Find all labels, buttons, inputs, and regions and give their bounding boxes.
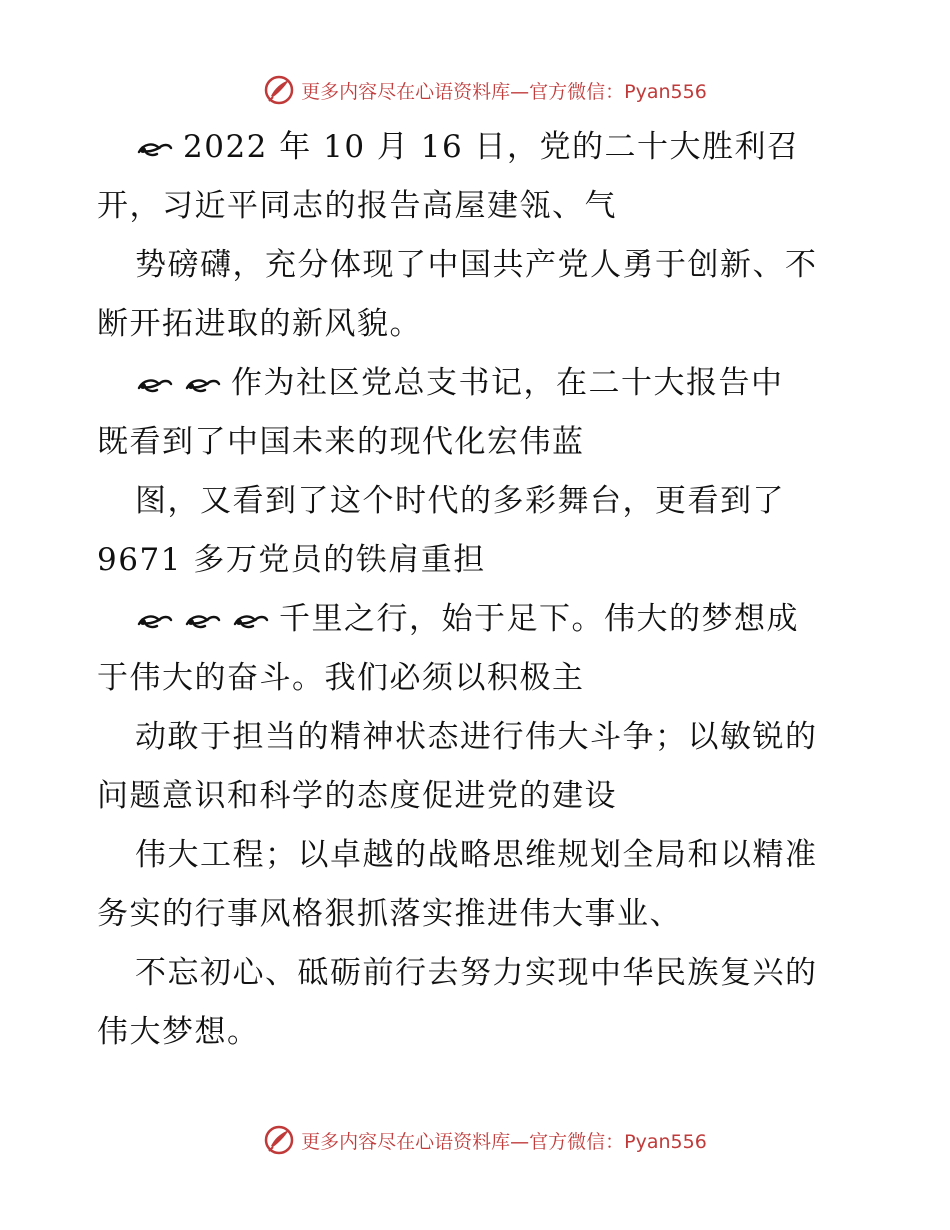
line-text: 伟大工程；以卓越的战略思维规划全局和以精准 — [135, 837, 818, 873]
line-text: 动敢于担当的精神状态进行伟大斗争；以敏锐的 — [135, 719, 818, 755]
line-text: 图，又看到了这个时代的多彩舞台，更看到了 — [135, 483, 785, 519]
line-text: 伟大梦想。 — [97, 1014, 260, 1050]
header-watermark — [0, 72, 950, 108]
paragraph-line — [97, 177, 857, 236]
paragraph-line — [97, 531, 857, 590]
footer-watermark — [0, 1122, 950, 1158]
paragraph-line — [97, 472, 857, 531]
paragraph-line — [97, 295, 857, 354]
line-text: 2022 年 10 月 16 日，党的二十大胜利召 — [183, 129, 800, 165]
watermark-text: 更多内容尽在心语资料库—官方微信：Pyan556 — [301, 1130, 707, 1153]
paragraph-line — [97, 590, 857, 649]
paragraph-line — [97, 236, 857, 295]
paragraph-line — [97, 767, 857, 826]
paragraph-line — [97, 118, 857, 177]
line-text: 断开拓进取的新风貌。 — [97, 306, 422, 342]
fleuron-icon — [183, 608, 223, 632]
paragraph-line — [97, 944, 857, 1003]
paragraph-line — [97, 708, 857, 767]
line-text: 千里之行，始于足下。伟大的梦想成 — [279, 601, 799, 637]
fleuron-icon — [135, 372, 175, 396]
fleuron-icon — [135, 136, 175, 160]
paragraph-line — [97, 413, 857, 472]
document-body — [97, 118, 857, 1062]
fleuron-icon — [231, 608, 271, 632]
paragraph-line — [97, 354, 857, 413]
line-text: 9671 多万党员的铁肩重担 — [97, 542, 486, 578]
fleuron-icon — [183, 372, 223, 396]
paragraph-line — [97, 1003, 857, 1062]
line-text: 不忘初心、砥砺前行去努力实现中华民族复兴的 — [135, 955, 818, 991]
line-text: 开，习近平同志的报告高屋建瓴、气 — [97, 188, 617, 224]
quill-logo-icon — [263, 74, 295, 106]
line-text: 势磅礴，充分体现了中国共产党人勇于创新、不 — [135, 247, 818, 283]
line-text: 作为社区党总支书记，在二十大报告中 — [231, 365, 784, 401]
paragraph-line — [97, 649, 857, 708]
watermark-text: 更多内容尽在心语资料库—官方微信：Pyan556 — [301, 80, 707, 103]
paragraph-line — [97, 885, 857, 944]
line-text: 务实的行事风格狠抓落实推进伟大事业、 — [97, 896, 682, 932]
fleuron-icon — [135, 608, 175, 632]
quill-logo-icon — [263, 1124, 295, 1156]
line-text: 问题意识和科学的态度促进党的建设 — [97, 778, 617, 814]
line-text: 于伟大的奋斗。我们必须以积极主 — [97, 660, 585, 696]
line-text: 既看到了中国未来的现代化宏伟蓝 — [97, 424, 585, 460]
paragraph-line — [97, 826, 857, 885]
